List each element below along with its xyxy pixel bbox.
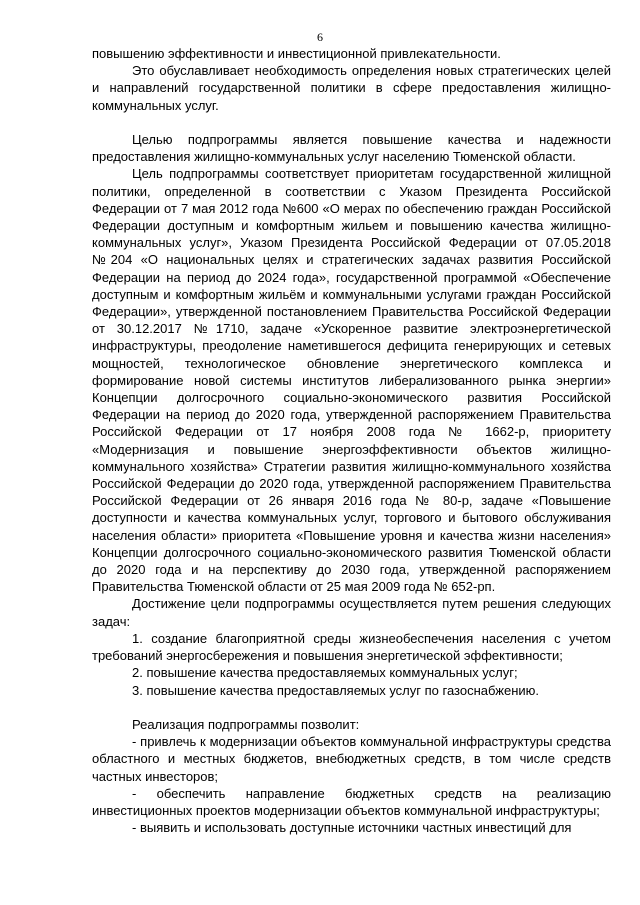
document-body <box>92 45 611 836</box>
list-item: 1. создание благоприятной среды жизнеобеспечения населения с учетом требований энергосбережения и повышения энергетической эффективности; <box>92 630 611 664</box>
paragraph: Цель подпрограммы соответствует приоритетам государственной жилищной политики, определенной в соответствии с Указом Президента Российской Федерации от 7 мая 2012 года №600 «О мерах по обеспечению граждан Российской Федерации доступным и комфортным жильем и повышению качества жилищно-коммунальных услуг», Указом Президента Российской Федерации от 07.05.2018 №204 «О национальных целях и стратегических задачах развития Российской Федерации на период до 2024 года», государственной программой «Обеспечение доступным и комфортным жильём и коммунальными услугами граждан Российской Федерации», утвержденной постановлением Правительства Российской Федерации от 30.12.2017 №1710, задаче «Ускоренное развитие электроэнергетической инфраструктуры, преодоление наметившегося дефицита генерирующих и сетевых мощностей, технологическое обновление энергетического комплекса и формирование новой системы институтов либерализованного рынка энергии» Концепции долгосрочного социально-экономического развития Российской Федерации на период до 2020 года, утвержденной распоряжением Правительства Российской Федерации от 17 ноября 2008 года № 1662-р, приоритету «Модернизация и повышение энергоэффективности объектов жилищно-коммунального хозяйства» Стратегии развития жилищно-коммунального хозяйства Российской Федерации до 2020 года, утвержденной распоряжением Правительства Российской Федерации от 26 января 2016 года № 80-р, задаче «Повышение доступности и качества коммунальных услуг, торгового и бытового обслуживания населения области» приоритета «Повышение уровня и качества жизни населения» Концепции долгосрочного социально-экономического развития Тюменской области до 2020 года и на перспективу до 2030 года, утвержденной распоряжением Правительства Тюменской области от 25 мая 2009 года № 652-рп. <box>92 166 611 595</box>
list-item: 3. повышение качества предоставляемых услуг по газоснабжению. <box>132 682 540 698</box>
list-item: - обеспечить направление бюджетных средств на реализацию инвестиционных проектов модернизации объектов коммунальной инфраструктуры; <box>92 785 611 818</box>
paragraph: Целью подпрограммы является повышение качества и надежности предоставления жилищно-коммунальных услуг населению Тюменской области. <box>92 132 611 165</box>
paragraph-spacer <box>92 114 611 131</box>
list-item: - привлечь к модернизации объектов коммунальной инфраструктуры средства областного и местных бюджетов, внебюджетных средств, в том числе средств частных инвесторов; <box>92 734 611 784</box>
paragraph: повышению эффективности и инвестиционной привлекательности. <box>92 46 501 61</box>
paragraph: Достижение цели подпрограммы осуществляется путем решения следующих задач: <box>92 596 611 629</box>
paragraph-spacer <box>92 699 611 716</box>
list-item: - выявить и использовать доступные источники частных инвестиций для <box>132 820 572 836</box>
list-item: 2. повышение качества предоставляемых коммунальных услуг; <box>132 665 518 681</box>
paragraph: Это обуславливает необходимость определения новых стратегических целей и направлений государственной политики в сфере предоставления жилищно-коммунальных услуг. <box>92 63 611 113</box>
page-number: 6 <box>317 30 323 44</box>
paragraph: Реализация подпрограммы позволит: <box>132 716 360 732</box>
